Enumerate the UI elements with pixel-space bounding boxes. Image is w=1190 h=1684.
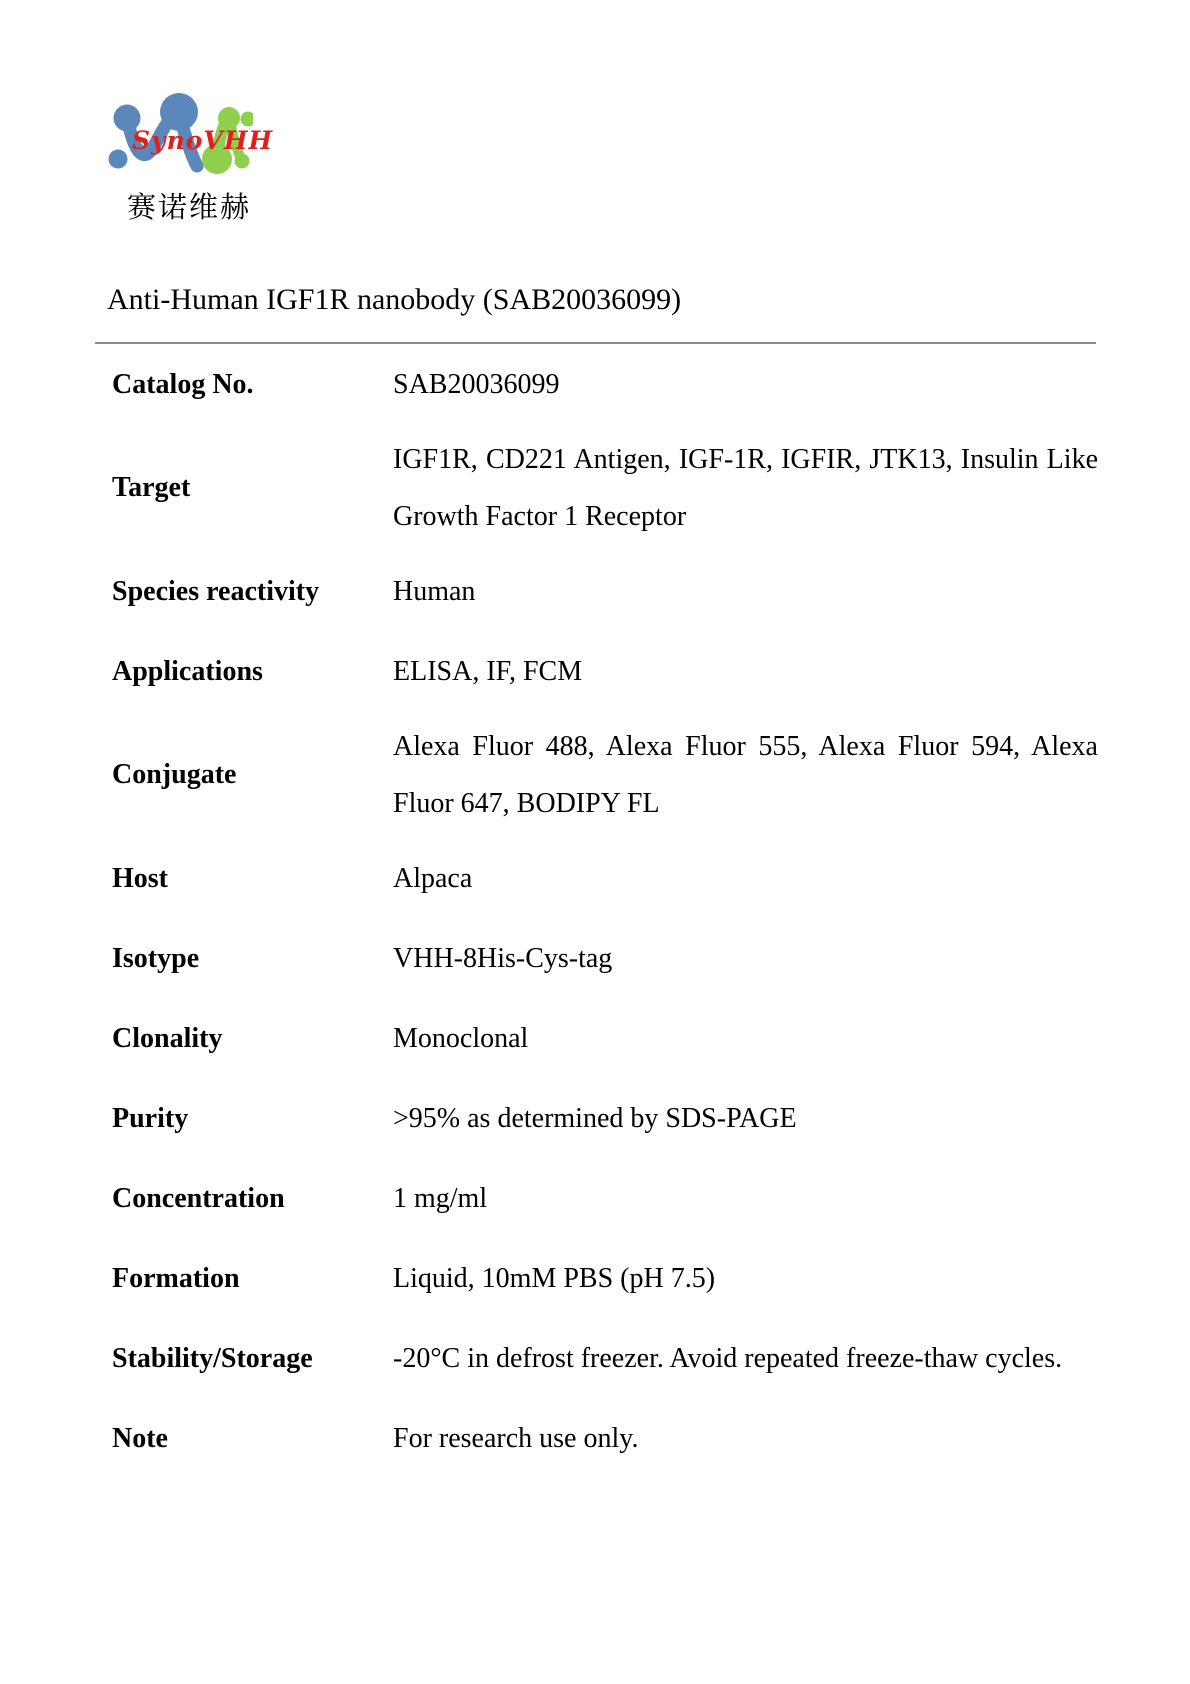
spec-value: For research use only. xyxy=(393,1422,639,1454)
spec-label: Note xyxy=(112,1422,168,1454)
spec-row-isotype xyxy=(112,918,1098,998)
spec-label: Stability/Storage xyxy=(112,1342,313,1374)
spec-value: Alexa Fluor 488, Alexa Fluor 555, Alexa Fluor 594, Alexa Fluor 647, BODIPY FL xyxy=(393,730,1098,819)
spec-label: Target xyxy=(112,472,191,503)
spec-row-formation xyxy=(112,1238,1098,1318)
spec-value: -20°C in defrost freezer. Avoid repeated freeze-thaw cycles. xyxy=(393,1342,1063,1374)
spec-label: Species reactivity xyxy=(112,575,320,607)
spec-value: SAB20036099 xyxy=(393,368,560,400)
spec-row-clonality xyxy=(112,998,1098,1078)
spec-label: Formation xyxy=(112,1262,240,1294)
spec-row-note xyxy=(112,1398,1098,1478)
spec-label: Concentration xyxy=(112,1182,285,1214)
spec-label: Catalog No. xyxy=(112,368,254,400)
spec-value: >95% as determined by SDS-PAGE xyxy=(393,1102,797,1134)
spec-value: VHH-8His-Cys-tag xyxy=(393,942,613,974)
spec-row-host xyxy=(112,838,1098,918)
spec-value: Liquid, 10mM PBS (pH 7.5) xyxy=(393,1262,716,1294)
spec-label: Conjugate xyxy=(112,759,237,790)
spec-label: Isotype xyxy=(112,942,200,974)
spec-label: Purity xyxy=(112,1102,189,1134)
spec-row-species-reactivity xyxy=(112,551,1098,631)
spec-label: Clonality xyxy=(112,1022,223,1054)
company-logo xyxy=(98,93,274,224)
spec-row-catalog-no xyxy=(112,344,1098,424)
spec-row-applications xyxy=(112,631,1098,711)
spec-label: Host xyxy=(112,862,168,894)
spec-value: Alpaca xyxy=(393,862,473,894)
spec-row-concentration xyxy=(112,1158,1098,1238)
spec-value: IGF1R, CD221 Antigen, IGF-1R, IGFIR, JTK13, Insulin Like Growth Factor 1 Receptor xyxy=(393,443,1098,532)
spec-row-stability-storage xyxy=(112,1318,1098,1398)
page-title: Anti-Human IGF1R nanobody (SAB20036099) xyxy=(107,283,682,316)
spec-row-target xyxy=(112,424,1098,551)
spec-value: Human xyxy=(393,575,476,607)
spec-table xyxy=(112,344,1098,1478)
spec-row-conjugate xyxy=(112,711,1098,838)
spec-value: 1 mg/ml xyxy=(393,1182,488,1214)
spec-row-purity xyxy=(112,1078,1098,1158)
spec-value: Monoclonal xyxy=(393,1022,529,1054)
brand-name-script: SynoVHH xyxy=(132,126,274,155)
spec-label: Applications xyxy=(112,655,263,687)
spec-value: ELISA, IF, FCM xyxy=(393,655,583,687)
brand-name-chinese: 赛诺维赫 xyxy=(127,192,252,224)
